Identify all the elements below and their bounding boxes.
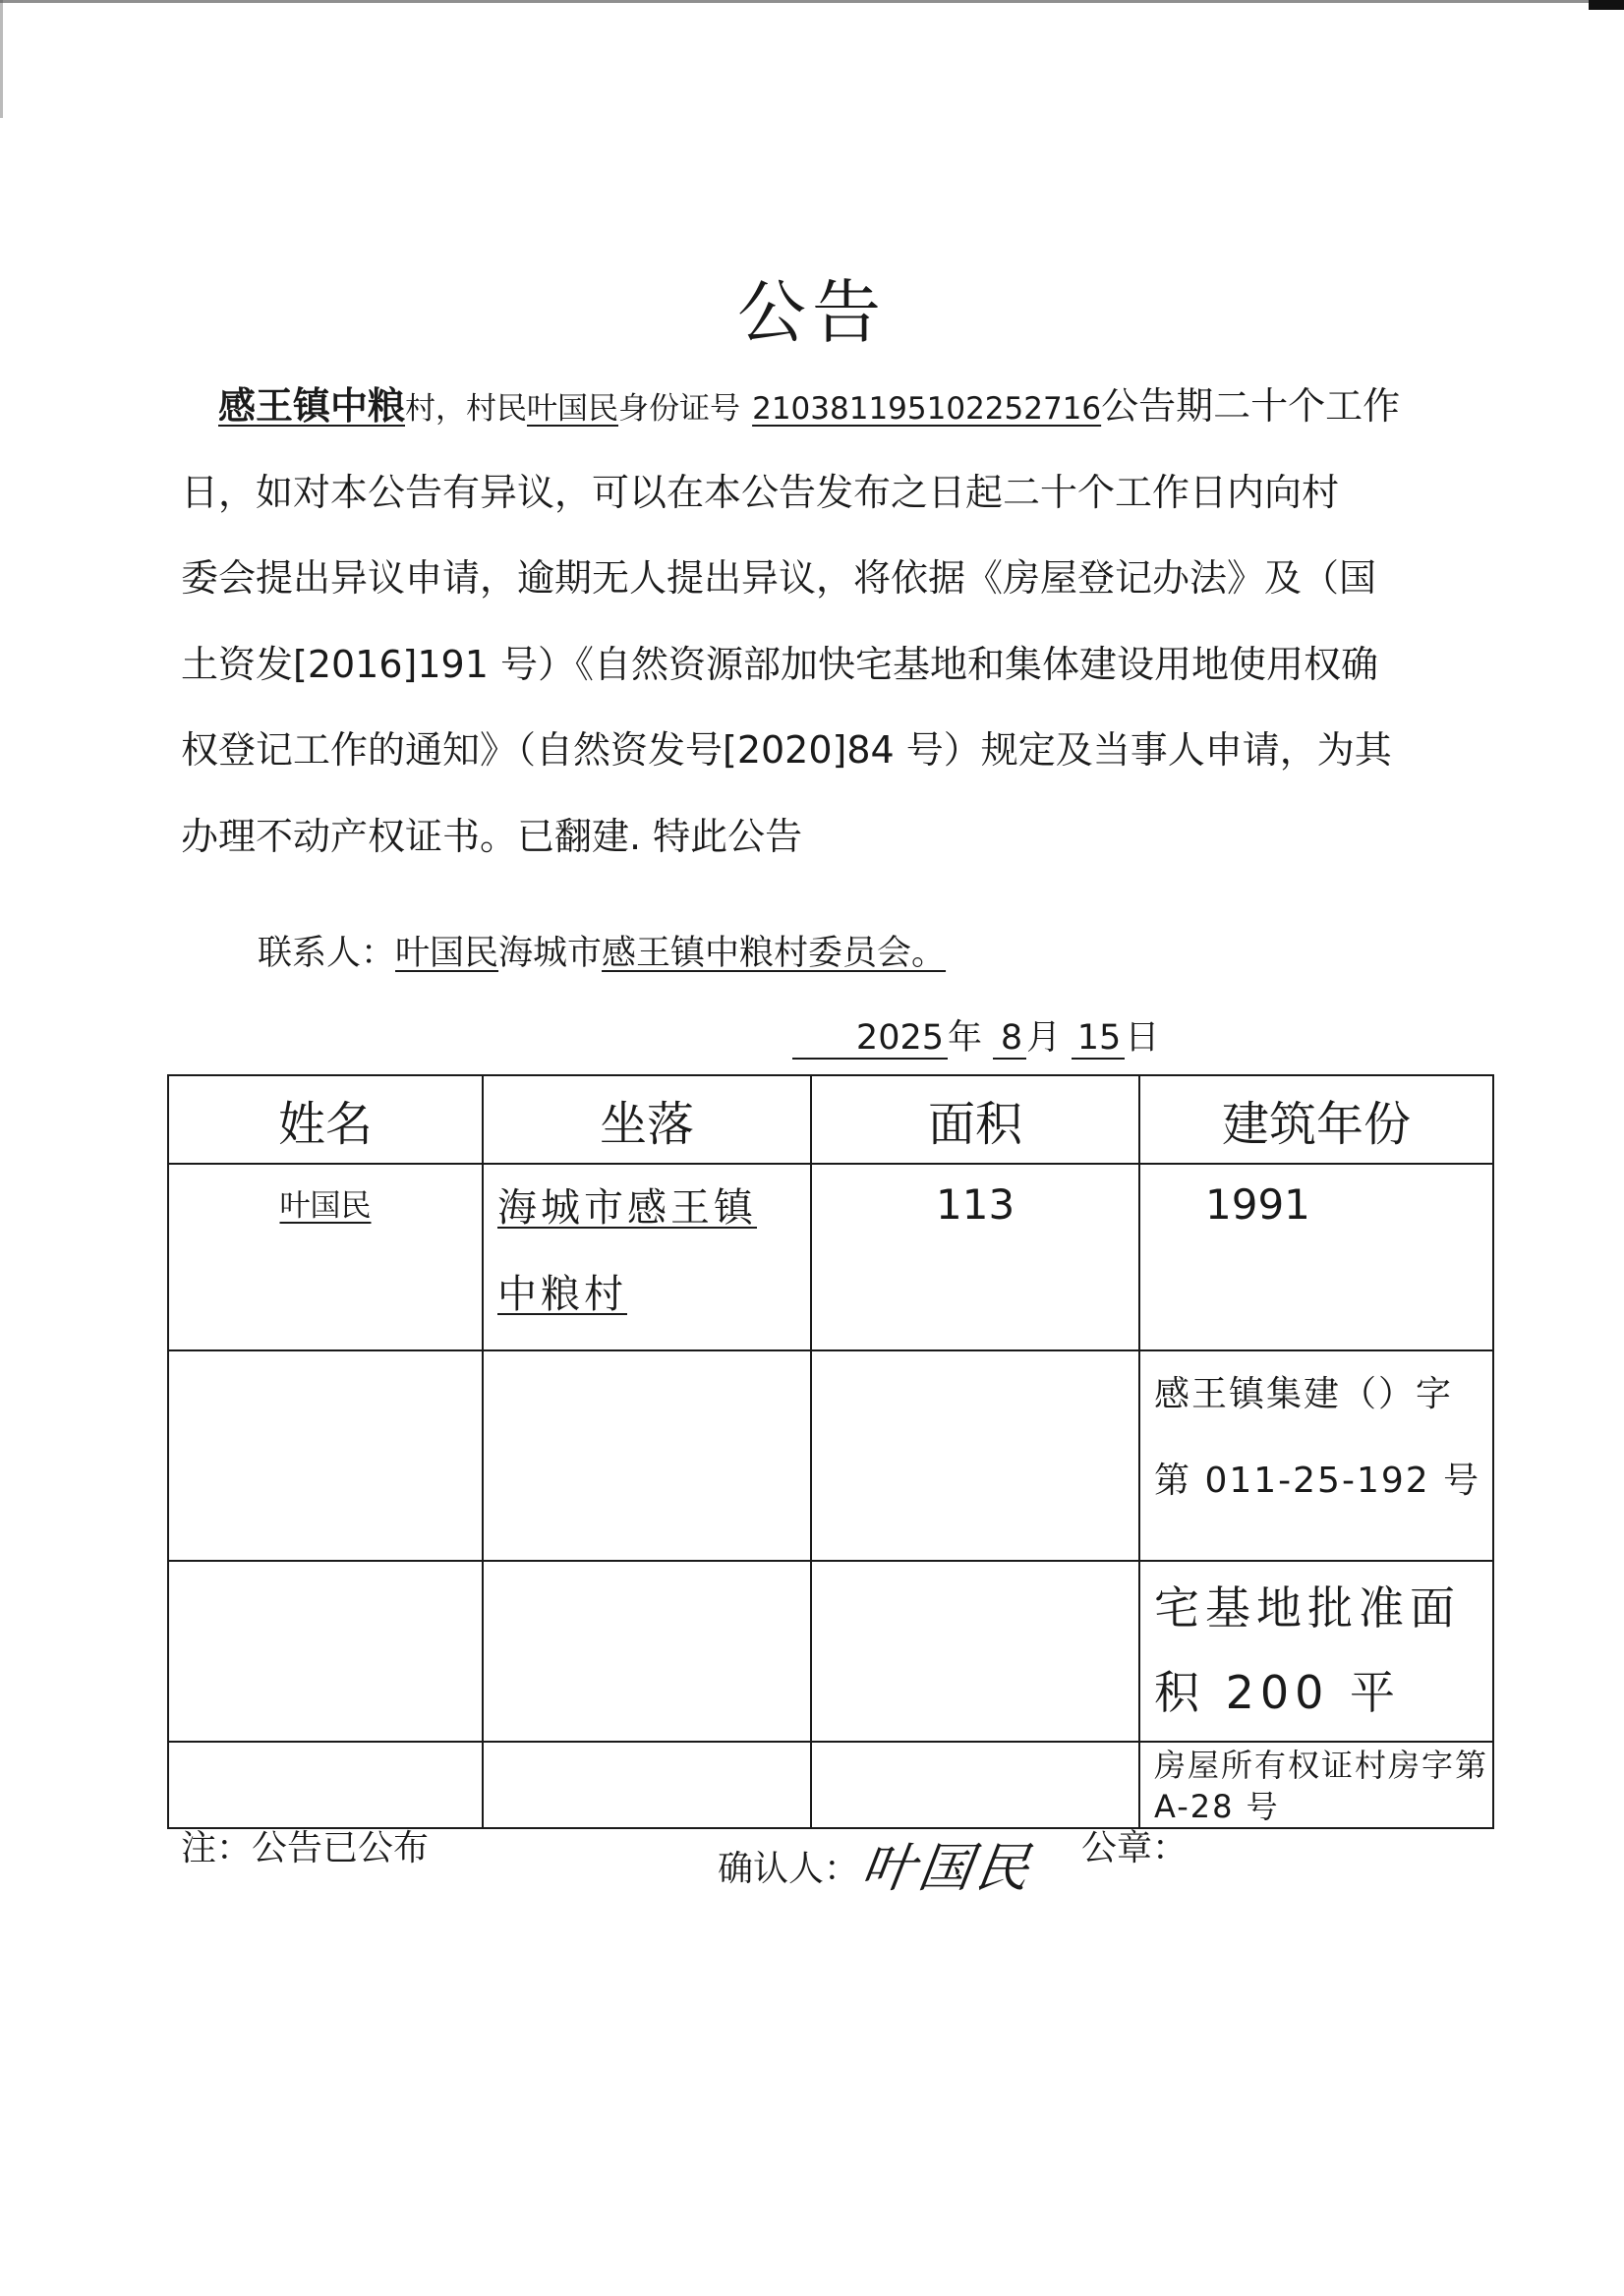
- contact-committee: 感王镇中粮村委员会。: [602, 934, 947, 973]
- paragraph-line-5: 权登记工作的通知》（自然资发号[2020]84 号）规定及当事人申请，为其: [181, 728, 1392, 772]
- table-row: [168, 1561, 1493, 1742]
- approved-area-note: 宅基地批准面积 200 平: [1139, 1561, 1493, 1742]
- empty-cell: [811, 1742, 1139, 1828]
- date-day-label: 日: [1125, 1018, 1160, 1058]
- cell-location: [483, 1164, 811, 1350]
- table-row: [168, 1164, 1493, 1350]
- date-month: 8: [993, 1018, 1026, 1060]
- header-area: 面积: [811, 1075, 1139, 1164]
- contact-name: 叶国民: [395, 934, 499, 973]
- location-text: 海城市感王镇中粮村: [497, 1185, 757, 1317]
- paragraph-line-6: 办理不动产权证书。已翻建. 特此公告: [181, 815, 803, 858]
- town-village: 感王镇中粮: [218, 384, 406, 428]
- seal-label: 公章：: [1081, 1828, 1189, 1868]
- house-certificate-note: 房屋所有权证村房字第 A-28 号: [1139, 1742, 1493, 1828]
- paragraph-line-4: 土资发[2016]191 号）《自然资源部加快宅基地和集体建设用地使用权确: [181, 643, 1378, 686]
- scan-corner-mark: [1589, 0, 1624, 10]
- confirmer: [718, 1820, 1038, 1899]
- empty-cell: [168, 1742, 483, 1828]
- handwritten-signature: 叶国民: [857, 1837, 1038, 1899]
- scan-edge-left: [0, 0, 3, 118]
- paragraph-line-1-tail: 公告期二十个工作: [1101, 384, 1401, 428]
- cell-build-year: 1991: [1139, 1164, 1493, 1350]
- cell-area: 113: [811, 1164, 1139, 1350]
- contact-city: 海城市: [498, 934, 603, 973]
- table-header-row: [168, 1075, 1493, 1164]
- contact-label: 联系人：: [258, 934, 396, 973]
- contact-line: [258, 926, 946, 975]
- id-number: 210381195102252716: [752, 391, 1102, 427]
- id-label: 身份证号: [618, 391, 741, 427]
- date-year: 2025: [792, 1018, 948, 1060]
- header-location: 坐落: [483, 1075, 811, 1164]
- property-table: [167, 1074, 1494, 1829]
- date-month-label: 月: [1026, 1018, 1062, 1058]
- empty-cell: [483, 1350, 811, 1561]
- empty-cell: [811, 1561, 1139, 1742]
- date-day: 15: [1072, 1018, 1125, 1060]
- owner-name: 叶国民: [279, 1188, 372, 1224]
- empty-cell: [483, 1561, 811, 1742]
- paragraph-line-1: [218, 375, 1400, 430]
- table-row: [168, 1350, 1493, 1561]
- village-suffix: 村，村民: [405, 391, 528, 427]
- date-year-label: 年: [948, 1018, 983, 1058]
- notice-date: [792, 1010, 1159, 1060]
- empty-cell: [168, 1350, 483, 1561]
- certificate-number-note: 感王镇集建（）字第 011-25-192 号: [1139, 1350, 1493, 1561]
- table-row: [168, 1742, 1493, 1828]
- paragraph-line-3: 委会提出异议申请，逾期无人提出异议，将依据《房屋登记办法》及（国: [181, 556, 1377, 600]
- confirm-label: 确认人：: [718, 1849, 860, 1889]
- cell-owner-name: [168, 1164, 483, 1350]
- empty-cell: [483, 1742, 811, 1828]
- resident-name: 叶国民: [527, 391, 619, 427]
- paragraph-line-2: 日，如对本公告有异议，可以在本公告发布之日起二十个工作日内向村: [181, 471, 1340, 514]
- footer-note: 注：公告已公布: [181, 1828, 430, 1868]
- empty-cell: [168, 1561, 483, 1742]
- header-name: 姓名: [168, 1075, 483, 1164]
- empty-cell: [811, 1350, 1139, 1561]
- scan-edge: [0, 0, 1624, 3]
- document-title: 公告: [737, 271, 887, 353]
- header-build-year: 建筑年份: [1139, 1075, 1493, 1164]
